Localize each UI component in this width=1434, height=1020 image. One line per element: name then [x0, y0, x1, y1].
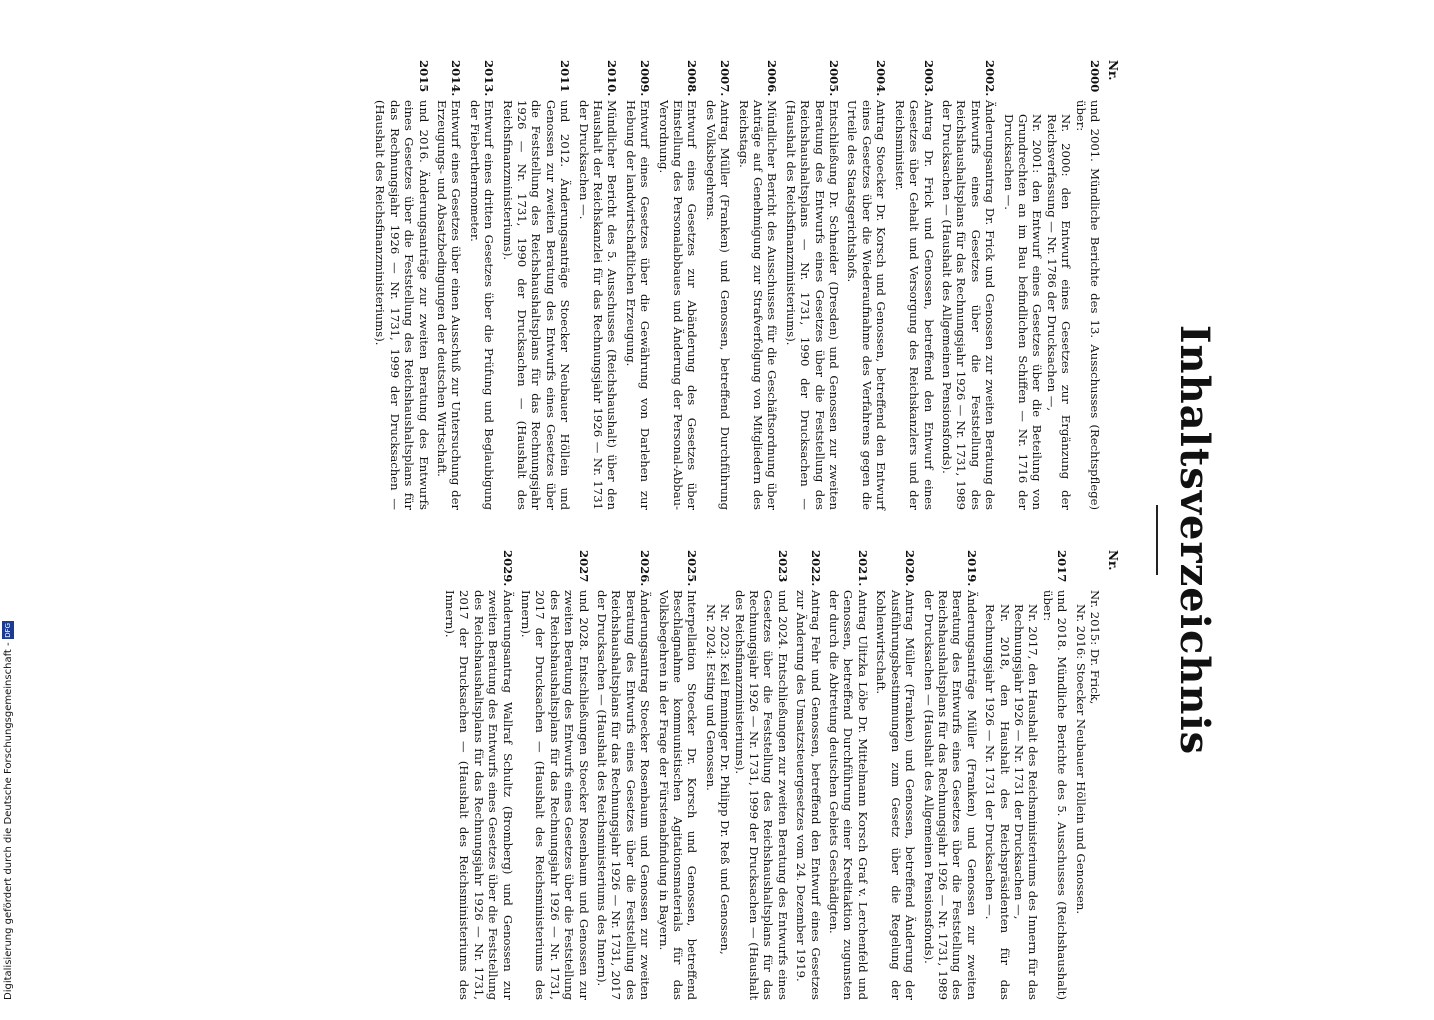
- toc-entry: [500, 60, 572, 510]
- entry-text: und 2016. Änderungsanträge zur zweiten Beratung des Entwurfs eines Gesetzes über die Feststellung des Reichshaushaltsplans für das Rechnungsjahr 1926 — Nr. 1731, 1999 der Drucksachen — (Haushalt des Reichsfinanzministeriums).: [373, 100, 431, 510]
- entry-number: 2021.: [855, 550, 870, 587]
- entry-text-block: [500, 100, 572, 510]
- right-column-header: Nr.: [1106, 550, 1120, 571]
- entry-text: Mündlicher Bericht des Ausschusses für die Geschäftsordnung über Anträge auf Genehmigung zur Strafverfolgung von Mitgliedern des Reichstags.: [736, 100, 780, 510]
- entry-text-block: [435, 100, 464, 510]
- footer-text: Digitalisierung gefördert durch die Deutsche Forschungsgemeinschaft -: [3, 642, 14, 1000]
- entry-text-block: [845, 100, 888, 510]
- entry-text: und 2018. Mündliche Berichte des 5. Ausschusses (Reichshaushalt) über:: [1040, 590, 1070, 1000]
- entry-subitem: Nr. 2018, den Haushalt des Reichspräsidenten für das Rechnungsjahr 1926 — Nr. 1731 der Drucksachen —.: [983, 604, 1012, 1000]
- entry-text-block: [827, 590, 870, 1000]
- entry-text-block: [874, 590, 917, 1000]
- toc-entry: [373, 60, 431, 510]
- entry-subitem: Nr. 2016: Stoecker Neubauer Höllein und Genossen.: [1073, 604, 1088, 915]
- toc-entry: [783, 60, 841, 510]
- entry-text: und 2001. Mündliche Berichte des 13. Ausschusses (Rechtspflege) über:: [1073, 100, 1102, 510]
- entry-number: 2022.: [808, 550, 823, 587]
- toc-entry: [435, 60, 464, 510]
- entry-number: 2011: [558, 60, 573, 93]
- entry-number: 2023: [775, 550, 790, 583]
- toc-entry: [623, 60, 652, 510]
- entry-text-block: [519, 590, 591, 1000]
- toc-entry: [892, 60, 935, 510]
- entry-text-block: [1073, 590, 1102, 1000]
- entry-number: 2025.: [685, 550, 700, 587]
- entry-number: 2026.: [638, 550, 653, 587]
- entry-number: 2019.: [964, 550, 979, 587]
- toc-sheet: [220, 60, 1220, 1020]
- entry-text: Antrag Müller (Franken) und Genossen, betreffend Durchführung des Volksbegehrens.: [703, 100, 733, 510]
- entry-text: Interpellation Stoecker Dr. Korsch und Genossen, betreffend Beschlagnahme kommunistischen Agitationsmaterials für das Volksbegehren in der Frage der Fürstenabfindung in Bayern.: [656, 590, 700, 1000]
- entry-subitem: Nr. 2023: Keil Emminger Dr. Philipp Dr. Reß und Genossen,: [718, 604, 733, 955]
- entry-text: Nr. 2015: Dr. Frick,: [1088, 590, 1102, 705]
- entry-text: Änderungsantrag Stoecker Rosenbaum und Genossen zur zweiten Beratung des Entwurfs eines Gesetzes über die Feststellung des Reichshaushaltsplans für das Rechnungsjahr 1926 — Nr. 1731, 2017 der Drucksachen — (Haushalt des Reichsministeriums des Innern).: [595, 590, 653, 1000]
- entry-number: [1073, 550, 1102, 590]
- entry-number: 2007.: [718, 60, 733, 97]
- entry-number: 2009.: [638, 60, 653, 97]
- entry-text-block: [794, 590, 823, 1000]
- toc-entry: [443, 550, 515, 1000]
- entry-text: Antrag Stoecker Dr. Korsch und Genossen, betreffend den Entwurf eines Gesetzes über die Wiederaufnahme des Verfahrens gegen die Urteile des Staatsgerichtshofs.: [845, 100, 889, 510]
- title-rule: [1156, 505, 1158, 575]
- dfg-logo-icon: DFG: [4, 622, 12, 638]
- entry-subitem: Nr. 2001: den Entwurf eines Gesetzes über die Beteilung von Grundrechten an im Bau befindlichen Schiffen — Nr. 1716 der Drucksachen —.: [1001, 114, 1045, 510]
- entry-number: 2008.: [685, 60, 700, 97]
- toc-entry: [940, 60, 998, 510]
- entry-text-block: [1001, 100, 1102, 510]
- entry-text-block: [656, 590, 699, 1000]
- entry-text: Entwurf eines Gesetzes über die Gewährung von Darlehen zur Hebung der landwirtschaftlichen Erzeugung.: [623, 100, 653, 510]
- left-column-header: Nr.: [1106, 60, 1120, 81]
- toc-entry: [576, 60, 619, 510]
- entry-number: 2013.: [482, 60, 497, 97]
- entry-text-block: [783, 100, 841, 510]
- page-title: Inhaltsverzeichnis: [1171, 324, 1218, 756]
- toc-entry: [595, 550, 653, 1000]
- entry-text: Entwurf eines dritten Gesetzes über die Prüfung und Beglaubigung der Fieberthermometer.: [467, 100, 497, 510]
- entry-text: Entwurf eines Gesetzes zur Abänderung des Gesetzes über Einstellung des Personalabbaues und Änderung der Personal-Abbau-Verordnung.: [656, 100, 700, 510]
- entry-text: Antrag Müller (Franken) und Genossen, betreffend Änderung der Ausführungsbestimmungen zum Gesetz über die Regelung der Kohlenwirtschaft.: [874, 590, 918, 1000]
- entry-text-block: [736, 100, 779, 510]
- entry-subitem: Nr. 2000: den Entwurf eines Gesetzes zur Ergänzung der Reichsverfassung — Nr. 1786 der Drucksachen —,: [1044, 114, 1074, 510]
- toc-entry: [656, 550, 699, 1000]
- entry-number: 2003.: [921, 60, 936, 97]
- entry-text: Antrag Ulitzka Löbe Dr. Mittelmann Korsch Graf v. Lerchenfeld und Genossen, betreffend Durchführung einer Kreditaktion zugunsten der durch die Abtretung deutschen Gebiets Geschädigten.: [827, 590, 870, 1000]
- entry-text-block: [467, 100, 496, 510]
- entry-number: 2010.: [605, 60, 620, 97]
- entry-subitem: Nr. 2024: Esting und Genossen.: [703, 604, 718, 791]
- entry-text-block: [983, 590, 1069, 1000]
- toc-entry: [1073, 550, 1102, 1000]
- entry-text: Änderungsantrag Dr. Frick und Genossen zur zweiten Beratung des Entwurfs eines Gesetzes über die Feststellung des Reichshaushaltsplans für das Rechnungsjahr 1926 — Nr. 1731, 1989 der Drucksachen — (Haushalt des Allgemeinen Pensionsfonds).: [939, 100, 998, 510]
- entry-text-block: [921, 590, 979, 1000]
- entry-number: 2014.: [449, 60, 464, 97]
- entry-number: 2002.: [983, 60, 998, 97]
- entry-number: 2004.: [874, 60, 889, 97]
- toc-entry: [656, 60, 699, 510]
- entry-text: und 2028. Entschließungen Stoecker Rosenbaum und Genossen zur zweiten Beratung des Entwurfs eines Gesetzes über die Feststellung des Reichshaushaltsplans für das Rechnungsjahr 1926 — Nr. 1731, 2017 der Drucksachen — (Haushalt des Reichsministeriums des Innern).: [518, 590, 591, 1000]
- entry-text-block: [595, 590, 653, 1000]
- entry-text: und 2024. Entschließungen zur zweiten Beratung des Entwurfs eines Gesetzes über die Feststellung des Reichshaushaltsplans für das Rechnungsjahr 1926 — Nr. 1731, 1999 der Drucksachen — (Haushalt des Reichsfinanzministeriums).: [732, 590, 790, 1000]
- entry-subitem: Nr. 2017, den Haushalt des Reichsministeriums des Innern für das Rechnungsjahr 1926 — Nr. 1731 der Drucksachen —,: [1011, 604, 1041, 1000]
- toc-entry: [827, 550, 870, 1000]
- entry-text: Entschließung Dr. Schneider (Dresden) und Genossen zur zweiten Beratung des Entwurfs eines Gesetzes über die Feststellung des Reichshaushaltsplans — Nr. 1731, 1990 der Drucksachen — (Haushalt des Reichsfinanzministeriums).: [783, 100, 842, 510]
- entry-text-block: [656, 100, 699, 510]
- toc-entry: [845, 60, 888, 510]
- toc-entry: [983, 550, 1069, 1000]
- entry-number: 2020.: [903, 550, 918, 587]
- footer-credit: [2, 621, 14, 1000]
- toc-entry: [519, 550, 591, 1000]
- toc-entry: [467, 60, 496, 510]
- entry-text-block: [703, 590, 789, 1000]
- entry-text: Änderungsanträge Müller (Franken) und Genossen zur zweiten Beratung des Entwurfs eines Gesetzes über die Feststellung des Reichshaushaltsplans für das Rechnungsjahr 1926 — Nr. 1731, 1989 der Drucksachen — (Haushalt des Allgemeinen Pensionsfonds).: [921, 590, 979, 1000]
- toc-entry: [736, 60, 779, 510]
- entry-text: Entwurf eines Gesetzes über einen Ausschuß zur Untersuchung der Erzeugungs- und Absatzbedingungen der deutschen Wirtschaft.: [434, 100, 464, 510]
- toc-entry: [1001, 60, 1102, 510]
- entry-number: 2006.: [765, 60, 780, 97]
- toc-entry: [794, 550, 823, 1000]
- entry-text: Mündlicher Bericht des 5. Ausschusses (Reichshaushalt) über den Haushalt der Reichskanzlei für das Rechnungsjahr 1926 — Nr. 1731 der Drucksachen —.: [576, 100, 620, 510]
- left-column: [369, 60, 1102, 510]
- entry-text-block: [623, 100, 652, 510]
- entry-text-block: [940, 100, 998, 510]
- toc-entry: [703, 550, 789, 1000]
- entry-text-block: [373, 100, 431, 510]
- entry-number: 2017: [1055, 550, 1070, 583]
- entry-text: und 2012. Änderungsanträge Stoecker Neubauer Höllein und Genossen zur zweiten Beratung des Entwurfs eines Gesetzes über die Feststellung des Reichshaushaltsplans für das Rechnungsjahr 1926 — Nr. 1731, 1990 der Drucksachen — (Haushalt des Reichsfinanzministeriums).: [500, 100, 573, 510]
- right-column: [439, 550, 1102, 1000]
- entry-text: Änderungsantrag Wallraf Schultz (Bromberg) und Genossen zur zweiten Beratung des Entwurfs eines Gesetzes über die Feststellung des Reichshaushaltsplans für das Rechnungsjahr 1926 — Nr. 1731, 2017 der Drucksachen — (Haushalt des Reichsministeriums des Innern).: [442, 590, 515, 1000]
- entry-text-block: [443, 590, 515, 1000]
- entry-number: 2027: [576, 550, 591, 583]
- entry-number: 2029.: [500, 550, 515, 587]
- entry-text-block: [576, 100, 619, 510]
- toc-entry: [703, 60, 732, 510]
- entry-text-block: [703, 100, 732, 510]
- entry-text: Antrag Fehr und Genossen, betreffend den Entwurf eines Gesetzes zur Änderung des Umsatzsteuergesetzes vom 24. Dezember 1919.: [794, 590, 823, 1000]
- entry-text: Antrag Dr. Frick und Genossen, betreffend den Entwurf eines Gesetzes über Gehalt und Versorgung des Reichskanzlers und der Reichsminister.: [892, 100, 936, 510]
- entry-number: 2015: [416, 60, 431, 93]
- entry-number: 2000: [1088, 60, 1102, 93]
- toc-entry: [874, 550, 917, 1000]
- toc-entry: [921, 550, 979, 1000]
- entry-number: 2005.: [827, 60, 842, 97]
- entry-text-block: [892, 100, 935, 510]
